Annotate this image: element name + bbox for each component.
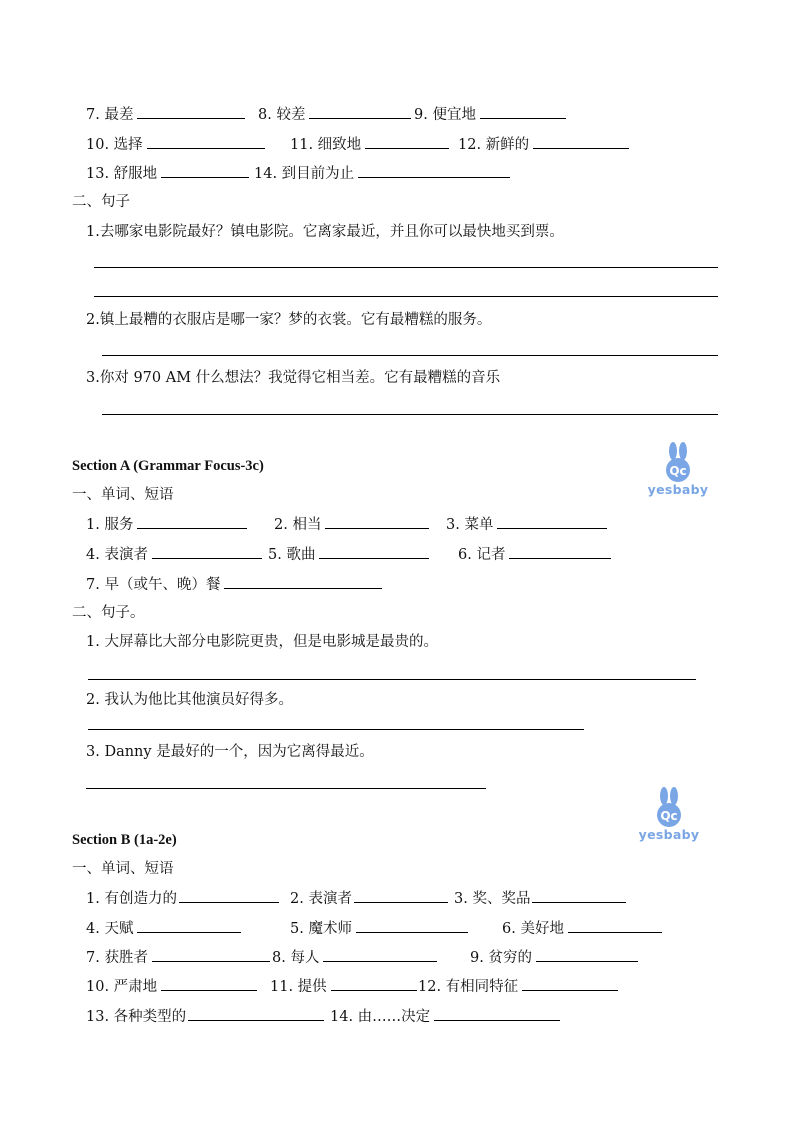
vocab-item: 8. 每人 (272, 947, 437, 968)
answer-line (88, 679, 696, 680)
vocab-item: 2. 相当 (274, 514, 429, 535)
answer-line (88, 729, 584, 730)
vocab-item: 13. 舒服地 (86, 163, 249, 184)
sentence-prompt: 1.去哪家电影院最好？镇电影院。它离家最近，并且你可以最快地买到票。 (86, 224, 564, 240)
yesbaby-logo (637, 787, 701, 847)
bunny-icon (637, 787, 701, 829)
vocab-item: 5. 歌曲 (268, 544, 429, 565)
vocab-item: 4. 天赋 (86, 918, 241, 939)
vocab-item: 8. 较差 (258, 104, 411, 125)
sentence-prompt: 2.镇上最糟的衣服店是哪一家？梦的衣裳。它有最糟糕的服务。 (86, 312, 492, 328)
vocab-item: 2. 表演者 (290, 888, 448, 909)
section-heading: 二、句子。 (72, 605, 145, 621)
logo-text: yesbaby (647, 482, 709, 497)
vocab-item: 6. 美好地 (502, 918, 662, 939)
answer-line (86, 788, 486, 789)
vocab-item: 3. 奖、奖品 (454, 888, 626, 909)
vocab-item: 4. 表演者 (86, 544, 262, 565)
vocab-item: 11. 提供 (270, 976, 417, 997)
vocab-item: 7. 获胜者 (86, 947, 270, 968)
vocab-item: 6. 记者 (458, 544, 611, 565)
section-title: Section B (1a-2e) (72, 832, 177, 848)
section-heading: 一、单词、短语 (72, 487, 174, 503)
vocab-item: 1. 有创造力的 (86, 888, 279, 909)
vocab-item: 7. 最差 (86, 104, 245, 125)
sentence-prompt: 3. Danny 是最好的一个，因为它离得最近。 (86, 744, 374, 760)
answer-line (102, 414, 718, 415)
vocab-item: 5. 魔术师 (290, 918, 468, 939)
section-heading: 一、单词、短语 (72, 861, 174, 877)
vocab-item: 7. 早（或午、晚）餐 (86, 574, 382, 595)
section-heading: 二、句子 (72, 194, 130, 210)
vocab-item: 9. 便宜地 (414, 104, 566, 125)
vocab-item: 14. 由……决定 (330, 1006, 560, 1027)
vocab-item: 3. 菜单 (446, 514, 607, 535)
vocab-item: 1. 服务 (86, 514, 247, 535)
sentence-prompt: 3.你对 970 AM 什么想法？我觉得它相当差。它有最糟糕的音乐 (86, 370, 501, 386)
sentence-prompt: 1. 大屏幕比大部分电影院更贵，但是电影城是最贵的。 (86, 634, 438, 650)
sentence-prompt: 2. 我认为他比其他演员好得多。 (86, 692, 293, 708)
yesbaby-logo (646, 442, 710, 502)
vocab-item: 13. 各种类型的 (86, 1006, 324, 1027)
vocab-item: 9. 贫穷的 (470, 947, 638, 968)
svg-text:Qc: Qc (669, 464, 687, 478)
answer-line (94, 267, 718, 268)
vocab-item: 11. 细致地 (290, 134, 449, 155)
vocab-item: 14. 到目前为止 (254, 163, 510, 184)
vocab-item: 10. 严肃地 (86, 976, 257, 997)
section-title: Section A (Grammar Focus-3c) (72, 458, 264, 474)
answer-line (102, 355, 718, 356)
bunny-icon (646, 442, 710, 484)
answer-line (94, 296, 718, 297)
svg-text:Qc: Qc (660, 809, 678, 823)
vocab-item: 10. 选择 (86, 134, 265, 155)
logo-text: yesbaby (638, 827, 700, 842)
vocab-item: 12. 新鲜的 (458, 134, 629, 155)
vocab-item: 12. 有相同特征 (418, 976, 618, 997)
